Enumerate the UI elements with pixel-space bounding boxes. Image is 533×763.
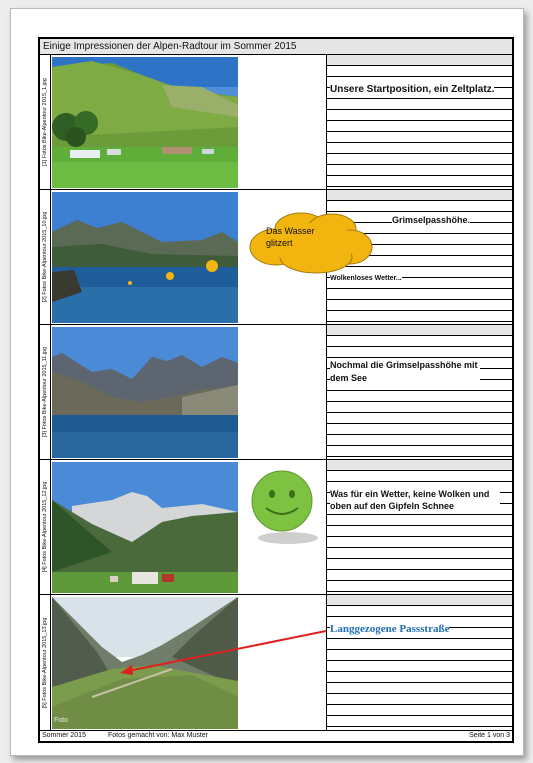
footer-page-number: Seite 1 von 3	[469, 732, 510, 739]
photo-note: Foto	[54, 717, 69, 724]
page-frame	[38, 37, 514, 743]
notes-lines-3	[326, 325, 512, 459]
cloud-text: Das Wasser glitzert	[266, 226, 315, 248]
notes-lines-5	[326, 595, 512, 730]
file-label-4: [4] Fotos Bike-Alpentour 2015_12.jpg	[40, 460, 51, 594]
document-page	[10, 8, 524, 756]
footer-season: Sommer 2015	[42, 732, 86, 739]
caption-3: Nochmal die Grimselpasshöhe mit dem See	[330, 359, 480, 385]
photo-row-3	[40, 325, 512, 460]
caption-4: Was für ein Wetter, keine Wolken und oben auf den Gipfeln Schnee	[330, 488, 500, 512]
photo-row-2	[40, 190, 512, 325]
photo-row-1	[40, 55, 512, 190]
file-label-3: [3] Fotos Bike-Alpentour 2015_11.jpg	[40, 325, 51, 459]
red-arrow	[120, 627, 332, 677]
page-footer	[40, 731, 512, 741]
photo-grimsel	[52, 327, 238, 458]
cloud-callout	[246, 207, 376, 277]
photo-lake	[52, 192, 238, 323]
photo-campsite	[52, 57, 238, 188]
file-label-1: [1] Fotos Bike-Alpentour 2015_1.jpg	[40, 55, 51, 189]
photo-valley-snow	[52, 462, 238, 593]
notes-lines-1	[326, 55, 512, 189]
page-title: Einige Impressionen der Alpen-Radtour im Sommer 2015	[40, 39, 512, 55]
caption-2: Grimselpasshöhe.	[392, 215, 471, 225]
caption-5: Langgezogene Passstraße	[330, 623, 450, 635]
notes-lines-4	[326, 460, 512, 594]
file-label-2: [2] Fotos Bike-Alpentour 2015_10.jpg	[40, 190, 51, 324]
footer-photographer: Fotos gemacht von: Max Muster	[108, 732, 208, 739]
photo-row-4	[40, 460, 512, 595]
caption-1: Unsere Startposition, ein Zeltplatz.	[330, 84, 495, 95]
smiley-face-icon	[250, 468, 322, 548]
caption-2b: Wolkenloses Wetter...	[330, 275, 402, 282]
file-label-5: [5] Fotos Bike-Alpentour 2015_13.jpg	[40, 595, 51, 730]
photo-row-5	[40, 595, 512, 731]
